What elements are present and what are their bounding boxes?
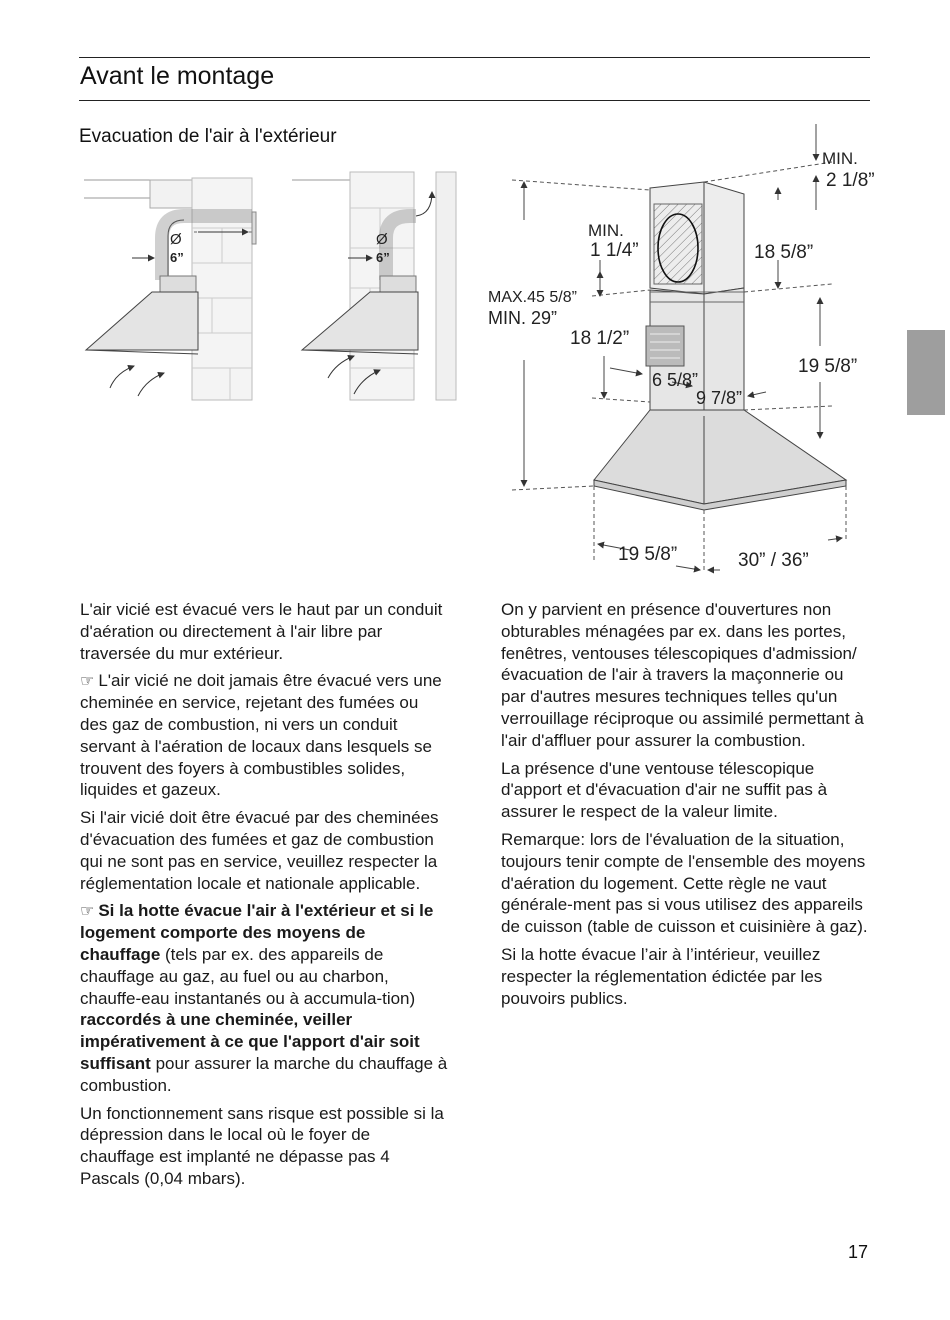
paragraph-recirculation: Si la hotte évacue l’air à l’intérieur, veuillez respecter la réglementation édictée par les pouvoirs publics. bbox=[501, 944, 823, 1008]
body-right-column bbox=[501, 599, 869, 1015]
dimension-diagram bbox=[482, 120, 875, 588]
installation-diagram-1 bbox=[84, 178, 256, 400]
paragraph-unused-chimney: Si l'air vicié doit être évacué par des cheminées d'évacuation des fumées et gaz de combustion qui ne sont pas en service, veuillez respecter la réglementation locale et nationale applicable. bbox=[80, 808, 439, 893]
pointing-hand-icon: ☞ bbox=[80, 901, 95, 921]
pointing-hand-icon: ☞ bbox=[80, 671, 95, 691]
dim-chimney-depth: 6 5/8” bbox=[652, 370, 699, 390]
paragraph-intro: L'air vicié est évacué vers le haut par un conduit d'aération ou directement à l'air libre par traversée du mur extérieur. bbox=[80, 600, 443, 663]
header-top-rule bbox=[79, 57, 870, 58]
diagram2-diameter-symbol: Ø bbox=[376, 231, 388, 248]
chapter-tab-marker bbox=[907, 330, 945, 415]
page-title: Avant le montage bbox=[80, 62, 275, 90]
dim-max-height: MAX.45 5/8” bbox=[488, 289, 577, 306]
diagram2-diameter: 6” bbox=[376, 250, 390, 265]
dim-min-chimney-label: MIN. bbox=[588, 221, 624, 240]
section-title: Evacuation de l'air à l'extérieur bbox=[79, 126, 337, 147]
installation-diagrams bbox=[80, 168, 465, 400]
paragraph-openings: On y parvient en présence d'ouvertures non obturables ménagées par ex. dans les portes, fenêtres, ventouses télescopiques d'admission/évacuation de l'air à travers la maçonnerie ou par d'autres mesures techniques telles qu'un verrouillage réciproque ou assimilé permettant à l'air d'affluer pour assurer la combustion. bbox=[501, 600, 864, 750]
header-bottom-rule bbox=[79, 100, 870, 101]
dim-upper-section: 18 5/8” bbox=[754, 242, 814, 263]
dim-chimney-width: 9 7/8” bbox=[696, 388, 743, 408]
diagram1-diameter: 6” bbox=[170, 250, 184, 265]
dim-min-chimney-value: 1 1/4” bbox=[590, 240, 639, 261]
diagram1-diameter-symbol: Ø bbox=[170, 231, 182, 248]
dim-top-gap-label: MIN. bbox=[822, 149, 858, 168]
dim-hood-depth: 19 5/8” bbox=[618, 544, 678, 565]
paragraph-warning-heating: ☞ Si la hotte évacue l'air à l'extérieur et si le logement comporte des moyens de chauffage (tels par ex. des appareils de chauffage au gaz, au fuel ou au charbon, chauffe-eau instantanés ou à accumula-tion) raccordés à une cheminée, veiller impérativement à ce que l'apport d'air soit suffisant pour assurer la marche du chauffage à combustion. bbox=[80, 901, 448, 1095]
dim-hood-width: 30” / 36” bbox=[738, 550, 809, 571]
paragraph-telescopic-vent: La présence d'une ventouse télescopique d'apport et d'évacuation d'air ne suffit pas à assurer le respect de la valeur limite. bbox=[501, 758, 828, 822]
dim-top-gap-value: 2 1/8” bbox=[826, 170, 875, 191]
installation-diagram-2 bbox=[292, 172, 456, 400]
dim-inner-height: 18 1/2” bbox=[570, 328, 630, 349]
paragraph-pressure-limit: Un fonctionnement sans risque est possible si la dépression dans le local où le foyer de chauffage est implanté ne dépasse pas 4 Pascals (0,04 mbars). bbox=[80, 1103, 444, 1188]
body-left-column bbox=[80, 599, 448, 1196]
dim-min-height: MIN. 29” bbox=[488, 308, 558, 328]
page-number: 17 bbox=[848, 1242, 869, 1262]
paragraph-remark: Remarque: lors de l'évaluation de la situation, toujours tenir compte de l'ensemble des moyens d'aération du logement. Cette règle ne vaut générale-ment pas si vous utilisez des appareils de cuisson (table de cuisson et cuisinière à gaz). bbox=[501, 829, 868, 937]
paragraph-warning-chimney: ☞ L'air vicié ne doit jamais être évacué vers une cheminée en service, rejetant des fumées ou des gaz de combustion, ni vers un conduit servant à l'aération de locaux dans lesquels se trouvent des foyers à combustibles solides, liquides et gazeux. bbox=[80, 671, 442, 800]
dim-lower-section: 19 5/8” bbox=[798, 356, 858, 377]
